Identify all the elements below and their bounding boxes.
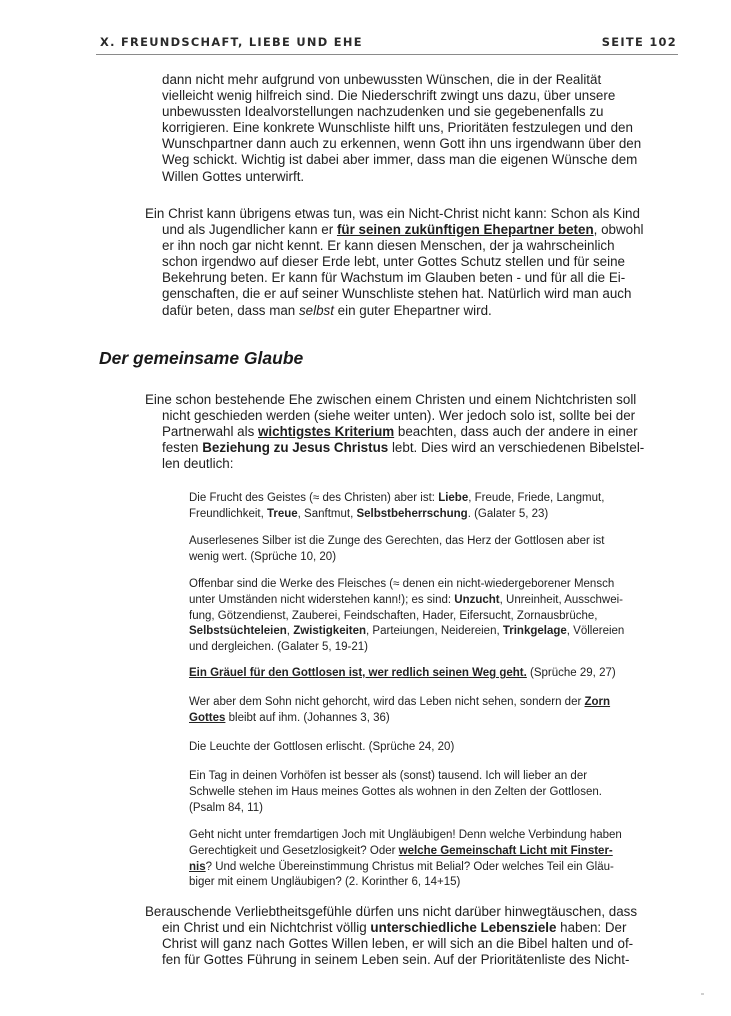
bold-text: Unzucht	[454, 593, 500, 606]
text-run: dafür beten, dass man	[162, 302, 299, 318]
bible-quote-johannes-3-36	[189, 695, 679, 727]
page-number: SEITE 102	[601, 35, 677, 49]
text-run: haben: Der	[556, 920, 627, 936]
bold-text: Liebe	[438, 492, 469, 504]
emphasis-text: Zorn	[584, 696, 611, 708]
paragraph-wishlist	[162, 72, 687, 185]
bold-text: Trinkgelage	[502, 625, 567, 638]
text-line: und dergleichen. (Galater 5, 19-21)	[189, 641, 368, 654]
bold-text: Selbstsüchteleien	[189, 625, 287, 638]
text-run: , obwohl	[593, 222, 644, 238]
bible-quote-sprueche-10-20	[189, 534, 679, 566]
text-line	[189, 844, 679, 860]
bold-text: Zwistigkeiten	[293, 625, 367, 638]
text-run: Wer aber dem Sohn nicht gehorcht, wird das Leben nicht sehen, sondern der	[189, 696, 585, 708]
text-line: fen für Gottes Führung in seinem Leben sein. Auf der Prioritätenliste des Nicht-	[162, 952, 630, 968]
text-run: Gerechtigkeit und Gesetzlosigkeit? Oder	[189, 844, 399, 857]
text-line	[145, 424, 670, 440]
text-line	[189, 666, 679, 682]
bold-text: unterschiedliche Lebensziele	[370, 920, 557, 936]
bold-text: Selbstbeherrschung	[356, 507, 468, 520]
text-line	[145, 440, 670, 456]
text-run: Die Frucht des Geistes (≈ des Christen) aber ist:	[189, 492, 439, 504]
bible-quote-galater-5-19	[189, 577, 679, 656]
text-run: beachten, dass auch der andere in einer	[394, 424, 638, 440]
emphasis-text: für seinen zukünftigen Ehepartner beten	[336, 222, 594, 238]
italic-text: selbst	[298, 302, 334, 318]
emphasis-text: wichtigstes Kriterium	[258, 424, 395, 440]
text-line	[189, 491, 679, 507]
bold-text: Treue	[266, 507, 298, 520]
text-line: Wunschpartner dann auch zu erkennen, wenn Gott ihn uns irgendwann über den	[162, 136, 642, 152]
bible-quote-2-korinther-6-14	[189, 828, 679, 891]
text-line: Bekehrung beten. Er kann für Wachstum im Glauben beten - und für all die Ei-	[162, 270, 626, 286]
text-run: . (Galater 5, 23)	[467, 507, 549, 520]
text-line: fung, Götzendienst, Zauberei, Feindschaften, Hader, Eifersucht, Zornausbrüche,	[189, 609, 598, 622]
bible-quote-galater-5-23	[189, 491, 679, 523]
text-run: festen	[162, 440, 203, 456]
text-line	[189, 711, 679, 727]
text-run: , Völlereien	[566, 625, 625, 638]
text-line	[189, 593, 679, 609]
text-run: , Parteiungen, Neidereien,	[366, 625, 503, 638]
text-line: Christ will ganz nach Gottes Willen leben, er will sich an die Bibel halten und of-	[162, 936, 634, 952]
text-line: schon irgendwo auf dieser Erde lebt, unter Gottes Schutz stellen und für seine	[162, 254, 625, 270]
text-line: korrigieren. Eine konkrete Wunschliste hilft uns, Prioritäten festzulegen und den	[162, 120, 633, 136]
bible-quote-sprueche-29-27	[189, 666, 679, 682]
emphasis-text: nis	[189, 860, 206, 873]
text-run: ,	[286, 625, 294, 638]
text-line: wenig wert. (Sprüche 10, 20)	[189, 550, 337, 563]
emphasis-text: Gottes	[189, 711, 226, 724]
chapter-title: X. FREUNDSCHAFT, LIEBE UND EHE	[100, 35, 363, 49]
bible-quote-sprueche-24-20	[189, 740, 679, 756]
text-line: biger mit einem Ungläubigen? (2. Korinther 6, 14+15)	[189, 876, 461, 889]
text-line	[145, 222, 670, 238]
text-run: Partnerwahl als	[162, 424, 259, 440]
paragraph-life-goals	[145, 904, 670, 968]
paragraph-prayer	[145, 206, 670, 319]
text-line: er ihn noch gar nicht kennt. Er kann diesen Menschen, der ja wahrscheinlich	[162, 238, 615, 254]
text-line: Auserlesenes Silber ist die Zunge des Gerechten, das Herz der Gottlosen aber ist	[189, 535, 605, 547]
text-line: (Psalm 84, 11)	[189, 801, 263, 814]
bible-quote-psalm-84-11	[189, 769, 679, 816]
text-line: Die Leuchte der Gottlosen erlischt. (Sprüche 24, 20)	[189, 741, 455, 753]
header-rule	[96, 54, 678, 55]
scan-speck	[701, 993, 704, 995]
text-line: len deutlich:	[162, 456, 234, 472]
text-line	[145, 920, 670, 936]
text-line	[189, 624, 679, 640]
text-run: lebt. Dies wird an verschiedenen Bibelstel-	[388, 440, 645, 456]
text-line: nicht geschieden werden (siehe weiter unten). Wer jedoch solo ist, sollte bei der	[162, 408, 636, 424]
emphasis-text: Ein Gräuel für den Gottlosen ist, wer redlich seinen Weg geht.	[189, 667, 527, 679]
text-line: Berauschende Verliebtheitsgefühle dürfen uns nicht darüber hinwegtäuschen, dass	[145, 904, 638, 919]
text-run: ein guter Ehepartner wird.	[333, 302, 492, 318]
text-run: , Unreinheit, Ausschwei-	[499, 593, 624, 606]
text-run: , Freude, Friede, Langmut,	[468, 492, 605, 504]
text-line: Schwelle stehen im Haus meines Gottes als wohnen in den Zelten der Gottlosen.	[189, 785, 602, 798]
text-line: unbewussten Idealvorstellungen nachzudenken und sie gegebenenfalls zu	[162, 104, 604, 120]
text-line: Weg schickt. Wichtig ist dabei aber immer, dass man die eigenen Wünsche dem	[162, 152, 638, 168]
text-line: genschaften, die er auf seiner Wunschliste stehen hat. Natürlich wird man auch	[162, 286, 632, 302]
text-line: Geht nicht unter fremdartigen Joch mit Ungläubigen! Denn welche Verbindung haben	[189, 829, 622, 841]
text-line	[189, 860, 679, 876]
text-run: Freundlichkeit,	[189, 507, 267, 520]
text-run: ein Christ und ein Nichtchrist völlig	[162, 920, 371, 936]
text-run: , Sanftmut,	[297, 507, 357, 520]
text-line	[189, 507, 679, 523]
text-line: dann nicht mehr aufgrund von unbewussten Wünschen, die in der Realität	[162, 72, 602, 87]
text-run: ? Und welche Übereinstimmung Christus mit Belial? Oder welches Teil ein Gläu-	[205, 860, 614, 873]
emphasis-text: welche Gemeinschaft Licht mit Finster-	[398, 844, 613, 857]
text-line: Ein Christ kann übrigens etwas tun, was ein Nicht-Christ nicht kann: Schon als Kind	[145, 206, 640, 221]
text-line	[189, 695, 679, 711]
text-run: (Sprüche 29, 27)	[526, 667, 616, 679]
bold-text: Beziehung zu Jesus Christus	[202, 440, 389, 456]
paragraph-faith	[145, 392, 670, 472]
text-line	[145, 303, 670, 319]
text-line: Ein Tag in deinen Vorhöfen ist besser als (sonst) tausend. Ich will lieber an der	[189, 770, 588, 782]
text-run: unter Umständen nicht widerstehen kann!); es sind:	[189, 593, 455, 606]
text-line: Eine schon bestehende Ehe zwischen einem Christen und einem Nichtchristen soll	[145, 392, 637, 407]
text-line: Willen Gottes unterwirft.	[162, 168, 305, 184]
text-line: vielleicht wenig hilfreich sind. Die Niederschrift zwingt uns dazu, über unsere	[162, 88, 616, 104]
section-heading: Der gemeinsame Glaube	[99, 348, 304, 368]
text-run: bleibt auf ihm. (Johannes 3, 36)	[225, 711, 390, 724]
text-run: und als Jugendlicher kann er	[162, 222, 337, 238]
text-line: Offenbar sind die Werke des Fleisches (≈ denen ein nicht-wiedergeborener Mensch	[189, 578, 615, 590]
